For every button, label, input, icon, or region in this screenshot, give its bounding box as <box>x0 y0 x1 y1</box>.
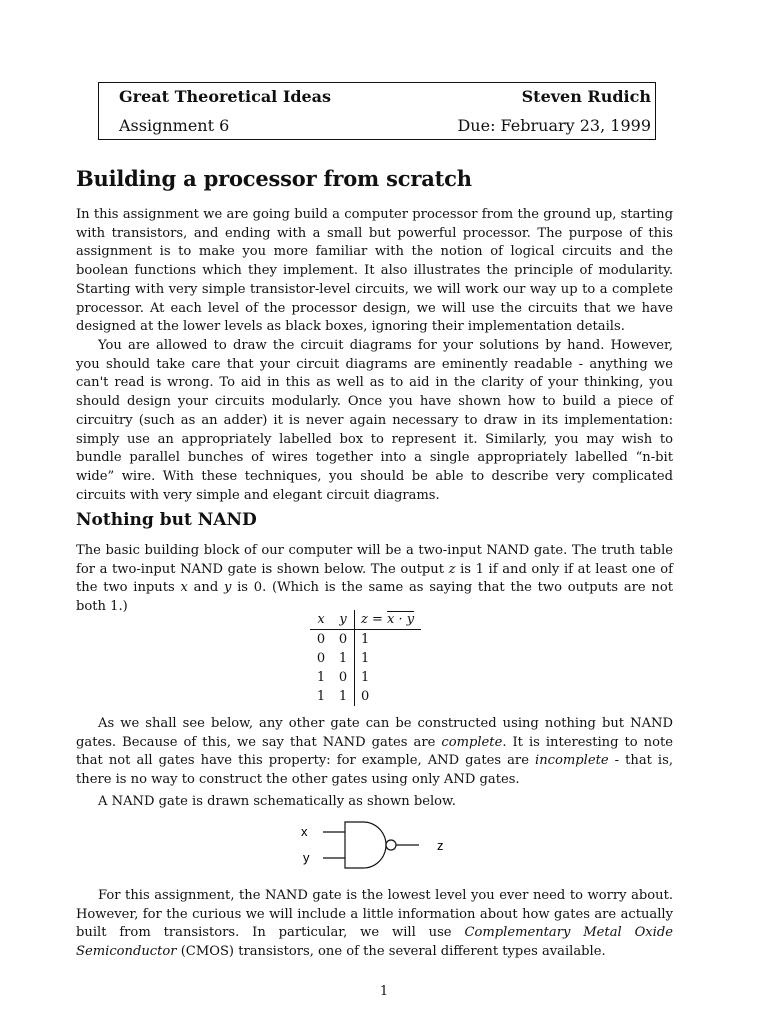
section-paragraph-2: As we shall see below, any other gate can be constructed using nothing but NAND gates. Because of this, we say that NAND gates are complete. It is interesting to note that not all gates have this property: for example, AND gates are incomplete - that is, there is no way to construct the other gates using only AND gates. <box>76 716 674 788</box>
gate-input-x-label: x <box>301 824 308 839</box>
term-cmos: Complementary Metal Oxide Semiconductor <box>76 925 674 960</box>
var-z: z <box>448 561 456 577</box>
truth-table <box>310 610 421 706</box>
header-row-1 <box>119 87 651 106</box>
document-title: Building a processor from scratch <box>76 166 472 191</box>
header-box <box>98 82 656 140</box>
course-name: Great Theoretical Ideas <box>119 87 332 106</box>
author-name: Steven Rudich <box>521 87 651 106</box>
truth-table-row <box>310 649 421 668</box>
intro-paragraph-2: You are allowed to draw the circuit diagrams for your solutions by hand. However, you should take care that your circuit diagrams are eminently readable - anything we can't read is wrong. To aid in this as well as to aid in the clarity of your thinking, you should design your circuits modularly. Once you have shown how to build a piece of circuitry (such as an adder) it is never again necessary to draw in its implementation: simply use an appropriately labelled box to represent it. Similarly, you may wish to bundle parallel bunches of wires together into a single appropriately labelled “n-bit wide” wire. With these techniques, you should be able to describe very complicated circuits with very simple and elegant circuit diagrams. <box>76 338 673 503</box>
truth-table-row <box>310 687 421 706</box>
nand-gate-diagram <box>295 818 475 874</box>
gate-output-label: z <box>437 838 444 853</box>
var-x: x <box>180 580 188 596</box>
truth-table-body <box>310 630 421 707</box>
truth-cell-z: 1 <box>361 632 370 647</box>
var-y: y <box>223 580 232 596</box>
assignment-label: Assignment 6 <box>119 116 230 135</box>
truth-table-header <box>310 610 421 630</box>
truth-cell-y: 1 <box>332 687 355 706</box>
section-paragraph-1: The basic building block of our computer will be a two-input NAND gate. The truth table for a two-input NAND gate is shown below. The output z is 1 if and only if at least one of the two inputs x and y is 0. (Which is the same as saying that the two outputs are not both 1.) <box>76 543 673 615</box>
term-incomplete: incomplete <box>535 753 609 769</box>
truth-table-row <box>310 668 421 687</box>
truth-cell-x: 0 <box>316 632 326 647</box>
truth-cell-y: 1 <box>332 649 355 668</box>
header-y: y <box>332 610 355 630</box>
section-title: Nothing but NAND <box>76 510 257 530</box>
truth-cell-x: 1 <box>316 670 326 685</box>
term-complete: complete <box>441 734 503 750</box>
truth-cell-z: 0 <box>361 689 370 704</box>
truth-cell-x: 0 <box>316 651 326 666</box>
header-z: z = x · y <box>355 610 422 630</box>
page-number: 1 <box>379 984 389 999</box>
header-x: x <box>310 610 332 630</box>
due-date: Due: February 23, 1999 <box>457 116 651 135</box>
gate-input-y-label: y <box>303 850 310 865</box>
header-row-2 <box>119 116 651 135</box>
gate-inverter-bubble <box>386 840 396 850</box>
truth-cell-z: 1 <box>361 670 370 685</box>
truth-cell-x: 1 <box>316 689 326 704</box>
truth-cell-z: 1 <box>361 651 370 666</box>
truth-table-row <box>310 630 421 650</box>
intro-paragraph-1: In this assignment we are going build a computer processor from the ground up, starting with transistors, and ending with a small but powerful processor. The purpose of this assignment is to make you more familiar with the notion of logical circuits and the boolean functions which they implement. It also illustrates the principle of modularity. Starting with very simple transistor-level circuits, we will work our way up to a complete processor. At each level of the processor design, we will use the circuits that we have designed at the lower levels as black boxes, ignoring their implementation details. <box>76 207 673 335</box>
section-paragraph-4: For this assignment, the NAND gate is the lowest level you ever need to worry about. However, for the curious we will include a little information about how gates are actually built from transistors. In particular, we will use Complementary Metal Oxide Semiconductor (CMOS) transistors, one of the several different types available. <box>76 888 674 960</box>
gate-body <box>345 822 386 868</box>
truth-cell-y: 0 <box>332 630 355 650</box>
section-paragraph-3: A NAND gate is drawn schematically as shown below. <box>98 794 456 809</box>
truth-cell-y: 0 <box>332 668 355 687</box>
